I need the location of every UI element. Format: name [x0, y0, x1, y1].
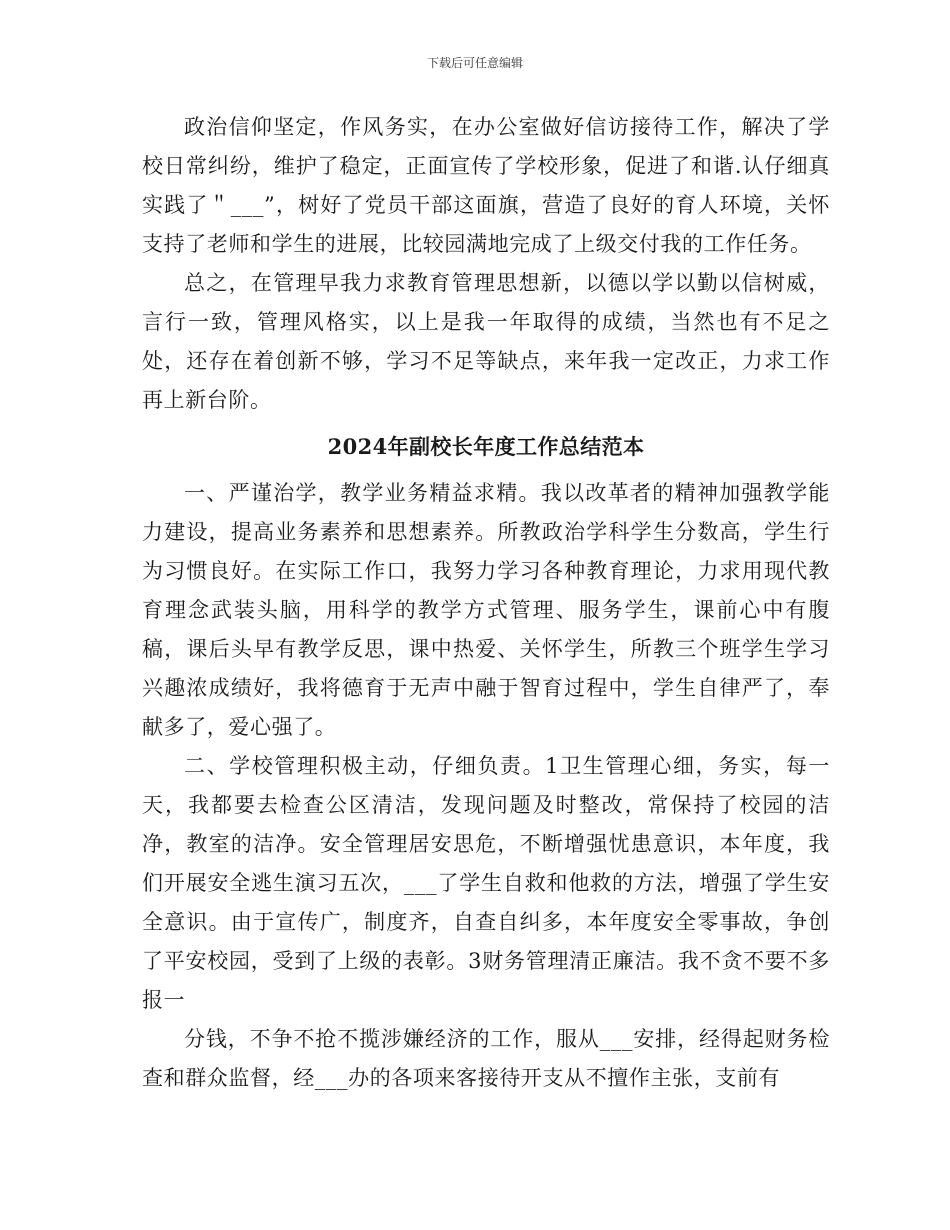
paragraph: 二、学校管理积极主动，仔细负责。1卫生管理心细，务实，每一天，我都要去检查公区清洁，发现问题及时整改，常保持了校园的洁净，教室的洁净。安全管理居安思危，不断增强忧患意识，本年度，我们开展安全逃生演习五次，___了学生自救和他救的方法，增强了学生安全意识。由于宣传广，制度齐，自查自纠多，本年度安全零事故，争创了平安校园，受到了上级的表彰。3财务管理清正廉洁。我不贪不要不多报一 — [142, 754, 830, 1012]
paragraph: 总之，在管理早我力求教育管理思想新，以德以学以勤以信树威，言行一致，管理风格实，以上是我一年取得的成绩，当然也有不足之处，还存在着创新不够，学习不足等缺点，来年我一定改正，力求工作再上新台阶。 — [142, 271, 830, 412]
paragraph: 分钱，不争不抢不揽涉嫌经济的工作，服从___安排，经得起财务检查和群众监督，经___办的各项来客接待开支从不擅作主张，支前有 — [142, 1027, 830, 1090]
paragraph: 一、严谨治学，教学业务精益求精。我以改革者的精神加强教学能力建设，提高业务素养和思想素养。所教政治学科学生分数高，学生行为习惯良好。在实际工作口，我努力学习各种教育理论，力求用现代教育理念武装头脑，用科学的教学方式管理、服务学生，课前心中有腹稿，课后头早有教学反思，课中热爱、关怀学生，所教三个班学生学习兴趣浓成绩好，我将德育于无声中融于智育过程中，学生自律严了，奉献多了，爱心强了。 — [142, 481, 830, 739]
document-body — [142, 108, 830, 1098]
paragraph: 政治信仰坚定，作风务实，在办公室做好信访接待工作，解决了学校日常纠纷，维护了稳定，正面宣传了学校形象，促进了和谐.认仔细真实践了＂___”，树好了党员干部这面旗，营造了良好的育人环境，关怀支持了老师和学生的进展，比较园满地完成了上级交付我的工作任务。 — [142, 115, 830, 256]
page-header-note: 下载后可任意编辑 — [426, 56, 523, 70]
document-title: 2024年副校长年度工作总结范本 — [327, 434, 645, 459]
